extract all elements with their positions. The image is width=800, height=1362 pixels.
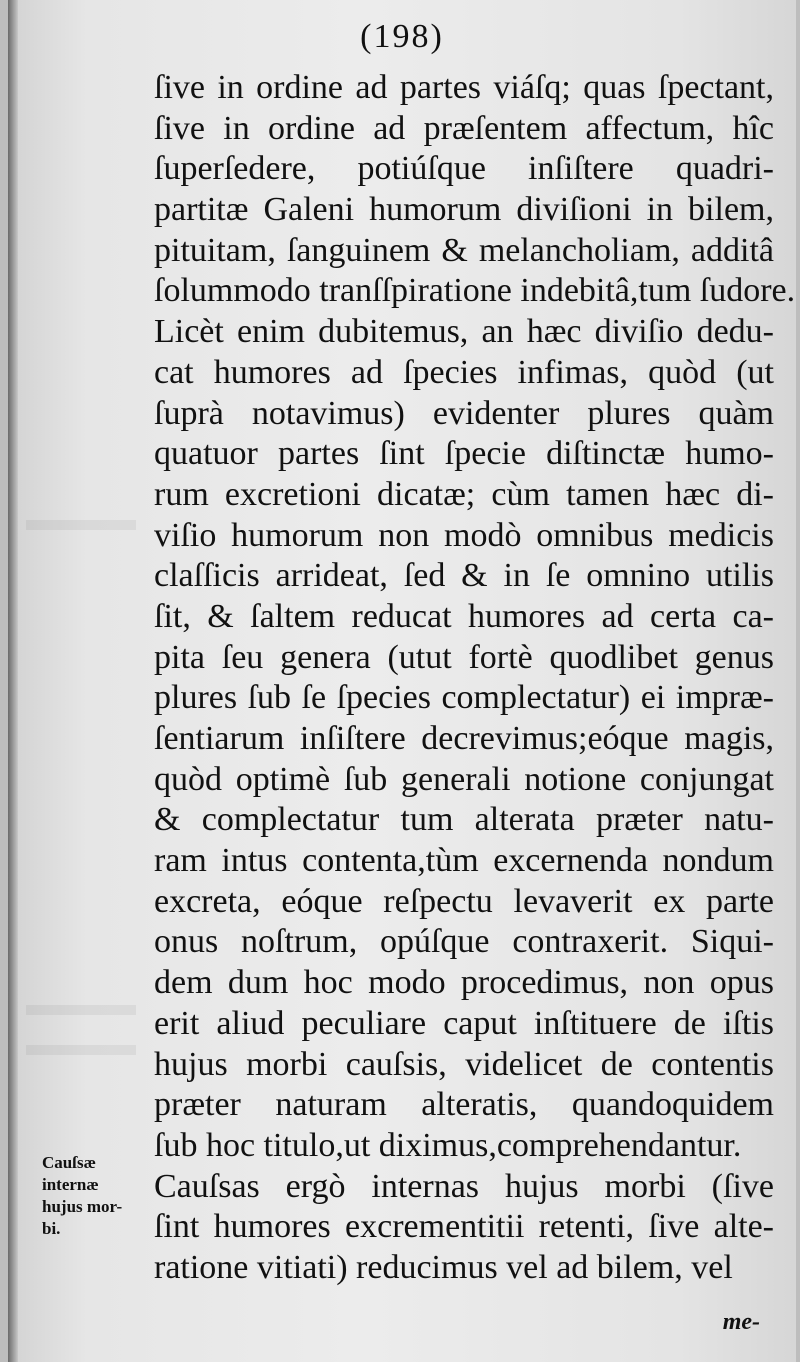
text-line: ſuprà notavimus) evidenter plures quàm xyxy=(154,394,774,432)
text-line: ratione vitiati) reducimus vel ad bilem, vel xyxy=(154,1248,733,1286)
text-line: ram intus contenta,tùm excernenda nondum xyxy=(154,842,774,880)
text-line: erit aliud peculiare caput inſtituere de iſtis xyxy=(154,1004,774,1042)
text-line: ſentiarum inſiſtere decrevimus;eóque magis, xyxy=(154,720,774,757)
text-line: plures ſub ſe ſpecies complectatur) ei impræ- xyxy=(154,679,774,717)
text-line: ſive in ordine ad præſentem affectum, hîc xyxy=(154,109,774,147)
text-line: onus noſtrum, opúſque contraxerit. Siqui- xyxy=(154,923,774,961)
text-line: quatuor partes ſint ſpecie diſtinctæ humo- xyxy=(154,435,774,473)
text-line: rum excretioni dicatæ; cùm tamen hæc di- xyxy=(154,475,774,513)
marginal-note-line: bi. xyxy=(42,1219,61,1238)
bleed-through-mark xyxy=(26,1045,136,1055)
body-text xyxy=(154,68,796,1289)
text-line: pituitam, ſanguinem & melancholiam, additâ xyxy=(154,231,774,269)
text-line: pita ſeu genera (utut fortè quodlibet genus xyxy=(154,638,774,676)
gutter-shadow xyxy=(8,0,18,1362)
bleed-through-mark xyxy=(26,520,136,530)
page-number: (198) xyxy=(360,18,444,55)
text-line: Cauſsas ergò internas hujus morbi (ſive xyxy=(154,1167,774,1205)
text-line: ſolummodo tranſſpiratione indebitâ,tum ſudore. xyxy=(154,272,796,310)
text-line: dem dum hoc modo procedimus, non opus xyxy=(154,964,774,1002)
text-line: partitæ Galeni humorum diviſioni in bilem, xyxy=(154,191,774,229)
text-line: ſint humores excrementitii retenti, ſive alte- xyxy=(154,1208,774,1246)
catchword: me- xyxy=(722,1309,760,1335)
text-line: claſſicis arrideat, ſed & in ſe omnino utilis xyxy=(154,557,774,595)
marginal-note xyxy=(42,1152,154,1240)
bleed-through-mark xyxy=(26,1005,136,1015)
text-line: ſit, & ſaltem reducat humores ad certa ca- xyxy=(154,597,774,635)
text-line: quòd optimè ſub generali notione conjungat xyxy=(154,760,774,798)
text-line: præter naturam alteratis, quandoquidem xyxy=(154,1086,774,1124)
text-line: Licèt enim dubitemus, an hæc diviſio dedu- xyxy=(154,313,774,351)
text-line: cat humores ad ſpecies infimas, quòd (ut xyxy=(154,353,774,391)
text-line: excreta, eóque reſpectu levaverit ex parte xyxy=(154,882,774,920)
text-line: & complectatur tum alterata præter natu- xyxy=(154,801,774,839)
text-line: hujus morbi cauſsis, videlicet de contentis xyxy=(154,1045,774,1083)
marginal-note-line: internæ xyxy=(42,1175,99,1194)
text-line: ſub hoc titulo,ut diximus,comprehendantur. xyxy=(154,1126,742,1164)
marginal-note-line: Cauſsæ xyxy=(42,1153,96,1172)
text-line: ſuperſedere, potiúſque inſiſtere quadri- xyxy=(154,150,774,188)
marginal-note-line: hujus mor- xyxy=(42,1197,123,1216)
book-page xyxy=(8,0,796,1362)
text-line: ſive in ordine ad partes viáſq; quas ſpectant, xyxy=(154,69,774,106)
text-line: viſio humorum non modò omnibus medicis xyxy=(154,516,774,554)
